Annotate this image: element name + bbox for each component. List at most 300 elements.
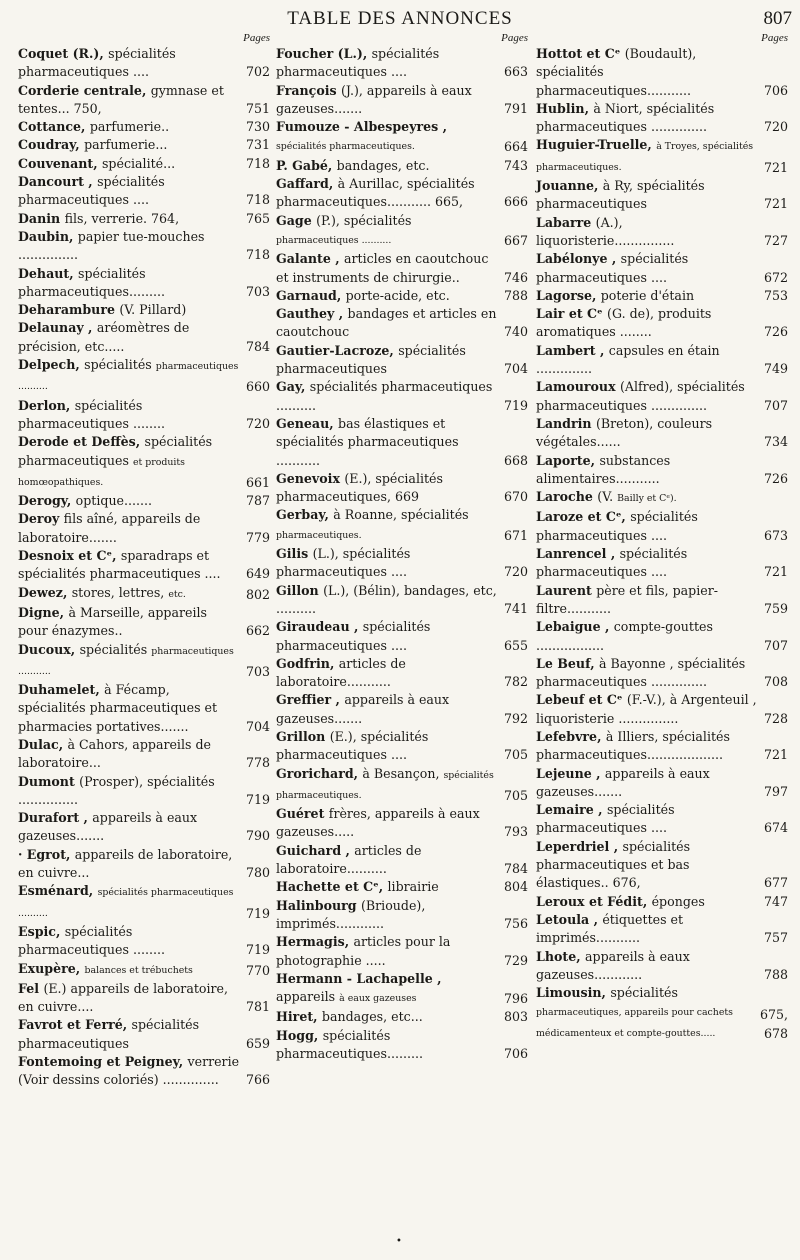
page-reference: 726: [763, 324, 788, 340]
page-reference: 664: [503, 139, 528, 155]
advertiser-name: Lhote,: [536, 948, 586, 964]
index-entry: [276, 250, 528, 287]
page-reference: 726: [763, 470, 788, 486]
entry-description: spécialités: [84, 357, 156, 373]
advertiser-name: Deharambure: [18, 302, 120, 318]
entry-description: articles de laboratoire..........: [276, 842, 422, 877]
index-entry: [18, 1016, 270, 1053]
entry-description: articles de laboratoire...........: [276, 655, 406, 690]
advertiser-name: Gillon: [276, 582, 324, 598]
page-reference: 718: [245, 192, 270, 208]
advertiser-name: Derode et Deffès,: [18, 434, 145, 450]
footer-mark: •: [396, 1236, 402, 1247]
index-entry: [18, 492, 270, 510]
advertiser-name: Esménard,: [18, 883, 98, 899]
entry-description: à Illiers, spécialités pharmaceutiques...................: [536, 728, 730, 763]
page-reference: 788: [503, 287, 528, 303]
entry-description-small: spécialités pharmaceutiques ..........: [18, 887, 234, 919]
advertiser-name: Fumouze - Albespeyres ,: [276, 119, 448, 135]
entry-description-small: pharmaceutiques ..........: [18, 361, 239, 393]
index-entry: [276, 175, 528, 212]
page-reference: 784: [245, 338, 270, 354]
advertiser-name: Laroze et Cᵉ,: [536, 509, 631, 525]
entry-description-small: à Troyes, spécialités pharmaceutiques.: [536, 141, 754, 173]
advertiser-name: Couvenant,: [18, 155, 102, 171]
entry-description: spécialités pharmaceutiques ....: [536, 802, 675, 836]
index-entry: [276, 212, 528, 251]
entry-description: (V. Pillard): [119, 302, 187, 318]
advertiser-name: Hottot et Cᵉ: [536, 46, 625, 61]
advertiser-name: Laurent: [536, 582, 597, 598]
index-entry: [536, 488, 788, 508]
advertiser-name: Derogy,: [18, 493, 76, 509]
index-entry: [276, 157, 528, 175]
entry-description: spécialités pharmaceutiques: [18, 434, 213, 468]
index-entry: [276, 618, 528, 655]
index-entry: [18, 155, 270, 173]
page-reference: 719: [503, 397, 528, 413]
page-reference: 719: [245, 942, 270, 958]
index-entry: [18, 397, 270, 434]
index-entry: [536, 452, 788, 489]
page-reference: 706: [503, 1046, 528, 1062]
advertiser-name: P. Gabé,: [276, 157, 337, 173]
advertiser-name: Lebaigue ,: [536, 619, 614, 635]
index-entry: [18, 356, 270, 397]
page-reference: 720: [245, 415, 270, 431]
index-entry: [18, 641, 270, 682]
index-entry: [536, 618, 788, 655]
entry-description: spécialité...: [101, 155, 176, 171]
entry-description: à Cahors, appareils de laboratoire...: [18, 736, 211, 771]
page-reference: 727: [763, 232, 788, 248]
entry-description: appareils à eaux gazeuses.......: [276, 692, 450, 726]
entry-description-small: Bailly et Cᵉ).: [617, 493, 677, 505]
index-entry: [536, 287, 788, 305]
advertiser-name: · Egrot,: [18, 846, 75, 862]
advertiser-name: Desnoix et Cᵉ,: [18, 548, 121, 564]
index-entry: [536, 838, 788, 893]
advertiser-name: Gilis: [276, 546, 313, 562]
advertiser-name: François: [276, 82, 341, 98]
page-reference: 756: [503, 915, 528, 931]
entry-description: spécialités pharmaceutiques ........: [18, 397, 165, 431]
entry-description: bandages, etc...: [321, 1009, 423, 1025]
advertiser-name: Letoula ,: [536, 911, 603, 927]
entry-description-small: à eaux gazeuses: [339, 993, 417, 1005]
index-entry: [18, 210, 270, 228]
advertiser-name: Gage: [276, 212, 317, 228]
entry-description: sparadraps et spécialités pharmaceutiques ....: [18, 548, 221, 582]
entry-description: spécialités pharmaceutiques ....: [276, 46, 440, 80]
index-entry: [276, 728, 528, 765]
entry-description: librairie: [387, 879, 439, 895]
advertiser-name: Grillon: [276, 728, 330, 744]
advertiser-name: Ducoux,: [18, 641, 80, 657]
index-entry: [276, 805, 528, 842]
page-reference: 721: [763, 159, 788, 175]
entry-description: (E.), spécialités pharmaceutiques ....: [276, 728, 429, 763]
page-reference: 746: [503, 269, 528, 285]
advertiser-name: Lejeune ,: [536, 765, 605, 781]
entry-description: (Brioude), imprimés............: [276, 897, 426, 931]
entry-description: gymnase et tentes... 750,: [18, 82, 224, 116]
page-reference: 797: [763, 783, 788, 799]
page-reference: 759: [763, 600, 788, 616]
entry-description: (E.) appareils de laboratoire, en cuivre....: [18, 980, 228, 1015]
advertiser-name: Gaffard,: [276, 176, 338, 192]
entry-description-small: spécialités pharmaceutiques.: [276, 769, 494, 801]
entry-description: parfumerie..: [89, 119, 170, 135]
entry-description: spécialités pharmaceutiques.........: [276, 1027, 423, 1062]
page-reference: 731: [245, 137, 270, 153]
advertiser-name: Hogg,: [276, 1027, 323, 1043]
entry-description: spécialités pharmaceutiques ..........: [276, 379, 493, 413]
entry-description: bas élastiques et spécialités pharmaceutiques ...........: [276, 415, 459, 468]
entry-description: spécialités pharmaceutiques ........: [18, 923, 165, 958]
index-entry: [18, 433, 270, 492]
page-reference: 780: [245, 865, 270, 881]
entry-description: spécialités: [610, 985, 678, 1001]
index-entry: [18, 265, 270, 302]
index-entry: [536, 545, 788, 582]
entry-description: aréomètres de précision, etc.....: [18, 320, 190, 354]
page-reference: 703: [245, 283, 270, 299]
advertiser-name: Dulac,: [18, 736, 68, 752]
index-entry: [276, 545, 528, 582]
entry-description: articles en caoutchouc et instruments de chirurgie..: [276, 251, 489, 285]
advertiser-name: Lanrencel ,: [536, 546, 620, 562]
page-reference: 666: [503, 194, 528, 210]
advertiser-name: Foucher (L.),: [276, 46, 372, 61]
index-entry: [276, 305, 528, 342]
page-reference: 765: [245, 210, 270, 226]
index-entry: [18, 809, 270, 846]
page-reference: 803: [503, 1009, 528, 1025]
index-entry: [276, 897, 528, 934]
index-entry: [18, 301, 270, 319]
entry-description: compte-gouttes .................: [536, 619, 713, 653]
index-entry: [276, 470, 528, 507]
entry-description: spécialités pharmaceutiques: [276, 342, 466, 377]
page-reference: 721: [763, 196, 788, 212]
index-entry: [536, 305, 788, 342]
page-reference: 721: [763, 747, 788, 763]
entry-description: spécialités pharmaceutiques et bas élastiques.. 676,: [536, 838, 691, 891]
index-entry: [18, 136, 270, 154]
advertiser-name: Dancourt ,: [18, 174, 98, 190]
index-entry: [536, 655, 788, 692]
page-reference: 662: [245, 623, 270, 639]
advertiser-name: Leperdriel ,: [536, 838, 623, 854]
entry-description: appareils à eaux gazeuses............: [536, 948, 690, 982]
index-entry: [276, 970, 528, 1009]
page-reference: 673: [763, 527, 788, 543]
advertiser-name: Giraudeau ,: [276, 619, 363, 635]
advertiser-name: Landrin: [536, 415, 596, 431]
page-reference: 740: [503, 324, 528, 340]
entry-description: spécialités pharmaceutiques: [18, 1017, 200, 1051]
entry-description: optique.......: [75, 493, 153, 509]
advertiser-name: Hublin,: [536, 100, 594, 116]
index-entry: [18, 1053, 270, 1090]
advertiser-name: Hachette et Cᵉ,: [276, 879, 388, 895]
index-entry: [536, 911, 788, 948]
index-entry: [276, 118, 528, 157]
advertiser-name: Galante ,: [276, 251, 344, 267]
advertiser-name: Danin: [18, 210, 65, 226]
index-entry: [536, 984, 788, 1043]
index-entry: [276, 655, 528, 692]
entry-description: substances alimentaires...........: [536, 452, 671, 486]
advertiser-name: Leroux et Fédit,: [536, 893, 652, 909]
index-entry: [536, 45, 788, 100]
entry-description: appareils: [276, 989, 340, 1005]
advertiser-name: Deroy: [18, 511, 64, 527]
page-reference: 677: [763, 875, 788, 891]
page-number: 807: [763, 8, 792, 29]
entry-description: (L.), (Bélin), bandages, etc, ..........: [276, 582, 497, 616]
advertiser-name: Garnaud,: [276, 287, 346, 303]
page-reference: 796: [503, 991, 528, 1007]
index-entry: [18, 980, 270, 1017]
advertiser-name: Coquet (R.),: [18, 46, 109, 61]
index-entry: [276, 842, 528, 879]
index-entry: [536, 801, 788, 838]
pages-label: Pages: [761, 32, 788, 44]
page-reference: 707: [763, 397, 788, 413]
index-entry: [276, 45, 528, 82]
advertiser-name: Labarre: [536, 214, 596, 230]
entry-description: stores, lettres,: [71, 584, 169, 600]
entry-description-small: spécialités pharmaceutiques.: [276, 141, 415, 153]
page-reference: 802: [245, 586, 270, 602]
advertiser-name: Lair et Cᵉ: [536, 306, 608, 322]
entry-description: frères, appareils à eaux gazeuses.....: [276, 806, 480, 840]
entry-description: éponges: [651, 893, 705, 909]
advertiser-name: Lebeuf et Cᵉ: [536, 692, 627, 708]
advertiser-name: Jouanne,: [536, 178, 603, 194]
index-entry: [536, 415, 788, 452]
index-entry: [536, 378, 788, 415]
advertiser-name: Delaunay ,: [18, 320, 97, 336]
page-reference: 734: [763, 434, 788, 450]
entry-description: à Roanne, spécialités: [333, 507, 469, 523]
advertiser-name: Grorichard,: [276, 765, 363, 781]
index-entry: [276, 691, 528, 728]
entry-description: articles pour la photographie .....: [276, 934, 451, 968]
index-entry: [18, 82, 270, 119]
entry-description: spécialités pharmaceutiques ....: [18, 46, 176, 80]
index-entry: [18, 923, 270, 960]
entry-description: capsules en étain ..............: [536, 342, 720, 377]
advertiser-name: Gerbay,: [276, 507, 334, 523]
index-entry: [276, 82, 528, 119]
entry-description: spécialités pharmaceutiques.........: [18, 265, 165, 299]
page-reference: 660: [245, 379, 270, 395]
index-entry: [536, 948, 788, 985]
advertiser-name: Geneau,: [276, 415, 339, 431]
index-entry: [276, 342, 528, 379]
page-reference: 670: [503, 489, 528, 505]
page-reference: 781: [245, 999, 270, 1015]
index-entry: [276, 765, 528, 806]
index-entry: [536, 508, 788, 545]
entry-description: à Aurillac, spécialités pharmaceutiques........... 665,: [276, 176, 475, 210]
advertiser-name: Greffier ,: [276, 692, 345, 708]
entry-description-small: etc.: [168, 588, 186, 600]
index-entry: [18, 681, 270, 736]
advertiser-name: Dumont: [18, 773, 80, 789]
advertiser-name: Fontemoing et Peigney,: [18, 1054, 188, 1070]
page-reference: 704: [245, 718, 270, 734]
entry-description-small: pharmaceutiques, appareils pour cachets médicamenteux et compte-gouttes.....: [536, 1007, 733, 1039]
index-entry: [18, 510, 270, 547]
index-entry: [536, 893, 788, 911]
entry-description: spécialités pharmaceutiques ....: [18, 174, 165, 208]
entry-description: fils, verrerie. 764,: [64, 210, 180, 226]
page-reference: 674: [763, 820, 788, 836]
index-columns: [0, 32, 800, 1260]
page-reference: 661: [245, 474, 270, 490]
advertiser-name: Favrot et Ferré,: [18, 1017, 132, 1033]
page-reference: 747: [763, 893, 788, 909]
page-reference: 766: [245, 1072, 270, 1088]
page-reference: 655: [503, 637, 528, 653]
entry-description: spécialités: [79, 641, 152, 657]
entry-description: porte-acide, etc.: [345, 287, 450, 303]
entry-description: (P.), spécialités: [316, 212, 412, 228]
advertiser-name: Derlon,: [18, 397, 75, 413]
index-entry: [18, 173, 270, 210]
page-reference: 721: [763, 564, 788, 580]
advertiser-name: Dewez,: [18, 584, 72, 600]
entry-description: (Prosper), spécialités ...............: [18, 773, 215, 807]
page-reference: 720: [503, 564, 528, 580]
page-reference: 703: [245, 663, 270, 679]
entry-description: étiquettes et imprimés...........: [536, 911, 684, 946]
advertiser-name: Gauthey ,: [276, 306, 348, 322]
entry-description: (E.), spécialités pharmaceutiques, 669: [276, 470, 443, 505]
index-entry: [18, 118, 270, 136]
entry-description: (J.), appareils à eaux gazeuses.......: [276, 82, 472, 116]
pages-label: Pages: [243, 32, 270, 44]
index-entry: [276, 506, 528, 545]
index-entry: [276, 933, 528, 970]
page-reference: 663: [503, 64, 528, 80]
entry-description-small: pharmaceutiques ..........: [276, 234, 392, 246]
advertiser-name: Hiret,: [276, 1009, 322, 1025]
page-reference: 790: [245, 828, 270, 844]
column-3: [536, 32, 788, 1043]
entry-description: à Niort, spécialités pharmaceutiques ..............: [536, 100, 715, 135]
entry-description: (A.), liquoristerie...............: [536, 214, 675, 248]
entry-description: papier tue-mouches ...............: [18, 228, 205, 263]
advertiser-name: Corderie centrale,: [18, 82, 151, 98]
page-reference: 782: [503, 674, 528, 690]
entry-description-small: pharmaceutiques ...........: [18, 645, 234, 677]
page-reference: 791: [503, 100, 528, 116]
entry-description: verrerie (Voir dessins coloriés) ..............: [18, 1054, 240, 1088]
page-reference: 757: [763, 930, 788, 946]
page-reference: 707: [763, 637, 788, 653]
page-reference: 779: [245, 529, 270, 545]
index-entry: [536, 136, 788, 177]
advertiser-name: Godfrin,: [276, 655, 339, 671]
index-entry: [276, 1027, 528, 1064]
index-entry: [18, 45, 270, 82]
entry-description: (Alfred), spécialités pharmaceutiques ..............: [536, 379, 745, 413]
advertiser-name: Durafort ,: [18, 810, 93, 826]
index-entry: [536, 100, 788, 137]
index-entry: [536, 177, 788, 214]
advertiser-name: Halinbourg: [276, 897, 361, 913]
entry-description: (L.), spécialités pharmaceutiques ....: [276, 546, 411, 580]
page-reference: 751: [245, 100, 270, 116]
page-reference: 718: [245, 155, 270, 171]
index-entry: [536, 342, 788, 379]
index-entry: [276, 415, 528, 470]
entry-description: (V.: [597, 489, 618, 505]
entry-description: appareils à eaux gazeuses.......: [536, 765, 710, 799]
entry-description: spécialités pharmaceutiques ....: [536, 251, 689, 285]
index-entry: [18, 773, 270, 810]
entry-description: poterie d'étain: [600, 287, 695, 303]
page-reference: 749: [763, 361, 788, 377]
page-reference: 788: [763, 966, 788, 982]
page-reference: 743: [503, 157, 528, 173]
page-reference: 720: [763, 119, 788, 135]
page-reference: 675, 678: [759, 1007, 788, 1041]
entry-description: à Besançon,: [362, 765, 444, 781]
advertiser-name: Lemaire ,: [536, 802, 607, 818]
advertiser-name: Digne,: [18, 604, 69, 620]
advertiser-name: Daubin,: [18, 228, 78, 244]
advertiser-name: Exupère,: [18, 960, 85, 976]
index-entry: [18, 846, 270, 883]
entry-description: parfumerie...: [84, 137, 168, 153]
advertiser-name: Lambert ,: [536, 342, 609, 358]
advertiser-name: Hermagis,: [276, 934, 354, 950]
entry-description: à Bayonne , spécialités pharmaceutiques ..............: [536, 655, 746, 690]
entry-description: appareils de laboratoire, en cuivre...: [18, 846, 233, 881]
page-reference: 804: [503, 879, 528, 895]
index-entry: [276, 378, 528, 415]
entry-description: bandages et articles en caoutchouc: [276, 306, 497, 340]
advertiser-name: Limousin,: [536, 985, 611, 1001]
advertiser-name: Genevoix: [276, 470, 345, 486]
advertiser-name: Delpech,: [18, 357, 85, 373]
index-entry: [18, 960, 270, 980]
page-reference: 672: [763, 269, 788, 285]
index-entry: [536, 214, 788, 251]
page-reference: 702: [245, 64, 270, 80]
page-reference: 730: [245, 119, 270, 135]
entry-description: à Fécamp, spécialités pharmaceutiques et pharmacies portatives.......: [18, 682, 218, 734]
page-reference: 770: [245, 962, 270, 978]
entry-description: bandages, etc.: [336, 157, 430, 173]
advertiser-name: Fel: [18, 980, 44, 996]
page-reference: 718: [245, 247, 270, 263]
index-entry: [18, 547, 270, 584]
index-entry: [18, 319, 270, 356]
entry-description-small: et produits homœopathiques.: [18, 456, 185, 488]
page-reference: 668: [503, 452, 528, 468]
entry-description: spécialités pharmaceutiques ....: [536, 509, 698, 543]
advertiser-name: Gautier-Lacroze,: [276, 342, 399, 358]
running-title: TABLE DES ANNONCES: [287, 8, 513, 29]
advertiser-name: Laroche: [536, 489, 598, 505]
